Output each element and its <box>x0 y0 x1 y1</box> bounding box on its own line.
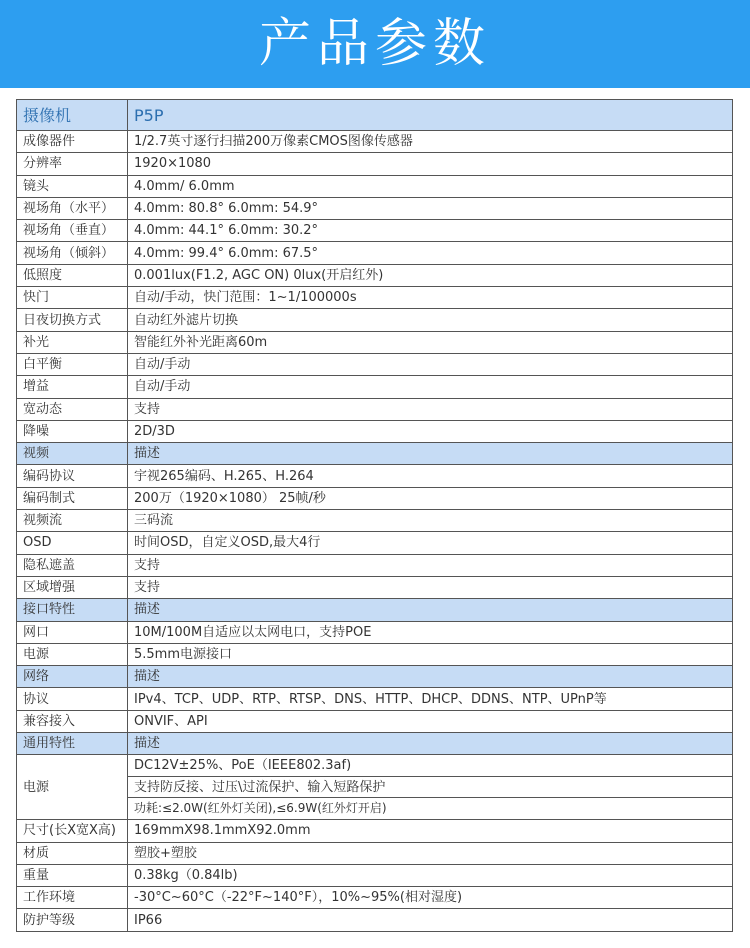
spec-value: 支持 <box>128 576 733 598</box>
spec-label: 网口 <box>17 621 128 643</box>
section-row <box>17 733 733 755</box>
spec-label: 电源 <box>17 643 128 665</box>
spec-label: 通用特性 <box>17 733 128 755</box>
spec-label: OSD <box>17 532 128 554</box>
spec-label: 兼容接入 <box>17 710 128 732</box>
spec-label: 视场角（水平） <box>17 197 128 219</box>
spec-label: 重量 <box>17 864 128 886</box>
table-row <box>17 755 733 820</box>
spec-label: 快门 <box>17 287 128 309</box>
spec-value: 支持 <box>128 398 733 420</box>
spec-table <box>16 99 733 932</box>
spec-value-line: 支持防反接、过压\过流保护、输入短路保护 <box>128 777 732 798</box>
spec-value: 描述 <box>128 599 733 621</box>
spec-value: IPv4、TCP、UDP、RTP、RTSP、DNS、HTTP、DHCP、DDNS、NTP、UPnP等 <box>128 688 733 710</box>
spec-value-line: DC12V±25%、PoE（IEEE802.3af) <box>128 755 732 776</box>
spec-value: 10M/100M自适应以太网电口，支持POE <box>128 621 733 643</box>
table-row <box>17 554 733 576</box>
spec-label: 宽动态 <box>17 398 128 420</box>
spec-label: 接口特性 <box>17 599 128 621</box>
table-row <box>17 643 733 665</box>
spec-value-multiline <box>128 755 733 820</box>
header-label: 摄像机 <box>17 100 128 131</box>
section-row <box>17 666 733 688</box>
spec-label: 补光 <box>17 331 128 353</box>
spec-value: 支持 <box>128 554 733 576</box>
table-row <box>17 420 733 442</box>
spec-value: 4.0mm: 99.4° 6.0mm: 67.5° <box>128 242 733 264</box>
table-row <box>17 353 733 375</box>
table-row <box>17 842 733 864</box>
table-row <box>17 398 733 420</box>
spec-value: 塑胶+塑胶 <box>128 842 733 864</box>
spec-label: 尺寸(长X宽X高) <box>17 820 128 842</box>
spec-label: 降噪 <box>17 420 128 442</box>
spec-label: 区域增强 <box>17 576 128 598</box>
spec-label: 材质 <box>17 842 128 864</box>
table-row <box>17 820 733 842</box>
table-row <box>17 175 733 197</box>
spec-value: 4.0mm: 80.8° 6.0mm: 54.9° <box>128 197 733 219</box>
spec-value: 0.38kg（0.84lb) <box>128 864 733 886</box>
spec-value: 1/2.7英寸逐行扫描200万像素CMOS图像传感器 <box>128 131 733 153</box>
spec-value: 自动/手动，快门范围：1~1/100000s <box>128 287 733 309</box>
table-row <box>17 309 733 331</box>
spec-label: 视场角（倾斜） <box>17 242 128 264</box>
table-row <box>17 532 733 554</box>
table-row <box>17 710 733 732</box>
table-row <box>17 576 733 598</box>
spec-value: 描述 <box>128 443 733 465</box>
spec-value: 描述 <box>128 733 733 755</box>
spec-label: 协议 <box>17 688 128 710</box>
spec-value: 描述 <box>128 666 733 688</box>
spec-value: 自动红外滤片切换 <box>128 309 733 331</box>
spec-value: 200万（1920×1080） 25帧/秒 <box>128 487 733 509</box>
table-row <box>17 621 733 643</box>
spec-value-line: 功耗:≤2.0W(红外灯关闭),≤6.9W(红外灯开启) <box>134 800 387 815</box>
table-row <box>17 887 733 909</box>
spec-value: 三码流 <box>128 510 733 532</box>
spec-value: 2D/3D <box>128 420 733 442</box>
spec-value: 169mmX98.1mmX92.0mm <box>128 820 733 842</box>
spec-label: 工作环境 <box>17 887 128 909</box>
table-row <box>17 376 733 398</box>
spec-label: 增益 <box>17 376 128 398</box>
table-row <box>17 220 733 242</box>
page-title: 产品参数 <box>258 14 491 74</box>
table-row <box>17 465 733 487</box>
table-row <box>17 510 733 532</box>
spec-label: 视频流 <box>17 510 128 532</box>
spec-label: 隐私遮盖 <box>17 554 128 576</box>
spec-value: 宇视265编码、H.265、H.264 <box>128 465 733 487</box>
table-row <box>17 487 733 509</box>
spec-value: 时间OSD，自定义OSD,最大4行 <box>128 532 733 554</box>
table-row <box>17 864 733 886</box>
spec-label: 白平衡 <box>17 353 128 375</box>
spec-value: 5.5mm电源接口 <box>128 643 733 665</box>
table-row <box>17 153 733 175</box>
table-row <box>17 909 733 931</box>
spec-value: IP66 <box>128 909 733 931</box>
spec-value: 1920×1080 <box>128 153 733 175</box>
table-row <box>17 264 733 286</box>
spec-label: 电源 <box>17 755 128 820</box>
spec-label: 分辨率 <box>17 153 128 175</box>
section-row <box>17 443 733 465</box>
spec-value: 自动/手动 <box>128 353 733 375</box>
spec-value: 自动/手动 <box>128 376 733 398</box>
spec-label: 网络 <box>17 666 128 688</box>
spec-label: 低照度 <box>17 264 128 286</box>
spec-label: 编码协议 <box>17 465 128 487</box>
title-banner <box>0 0 750 88</box>
spec-value: ONVIF、API <box>128 710 733 732</box>
spec-value: 4.0mm: 44.1° 6.0mm: 30.2° <box>128 220 733 242</box>
table-row <box>17 331 733 353</box>
spec-label: 视场角（垂直） <box>17 220 128 242</box>
spec-value: 智能红外补光距离60m <box>128 331 733 353</box>
spec-label: 镜头 <box>17 175 128 197</box>
spec-value: 4.0mm/ 6.0mm <box>128 175 733 197</box>
spec-label: 成像器件 <box>17 131 128 153</box>
spec-label: 视频 <box>17 443 128 465</box>
section-row <box>17 599 733 621</box>
spec-label: 日夜切换方式 <box>17 309 128 331</box>
table-row <box>17 131 733 153</box>
spec-label: 防护等级 <box>17 909 128 931</box>
spec-value: 0.001lux(F1.2, AGC ON) 0lux(开启红外) <box>128 264 733 286</box>
spec-value: -30°C~60°C（-22°F~140°F），10%~95%(相对湿度) <box>128 887 733 909</box>
table-row <box>17 242 733 264</box>
table-row <box>17 287 733 309</box>
spec-label: 编码制式 <box>17 487 128 509</box>
table-header-row <box>17 100 733 131</box>
table-row <box>17 197 733 219</box>
table-row <box>17 688 733 710</box>
header-value: P5P <box>128 100 733 131</box>
